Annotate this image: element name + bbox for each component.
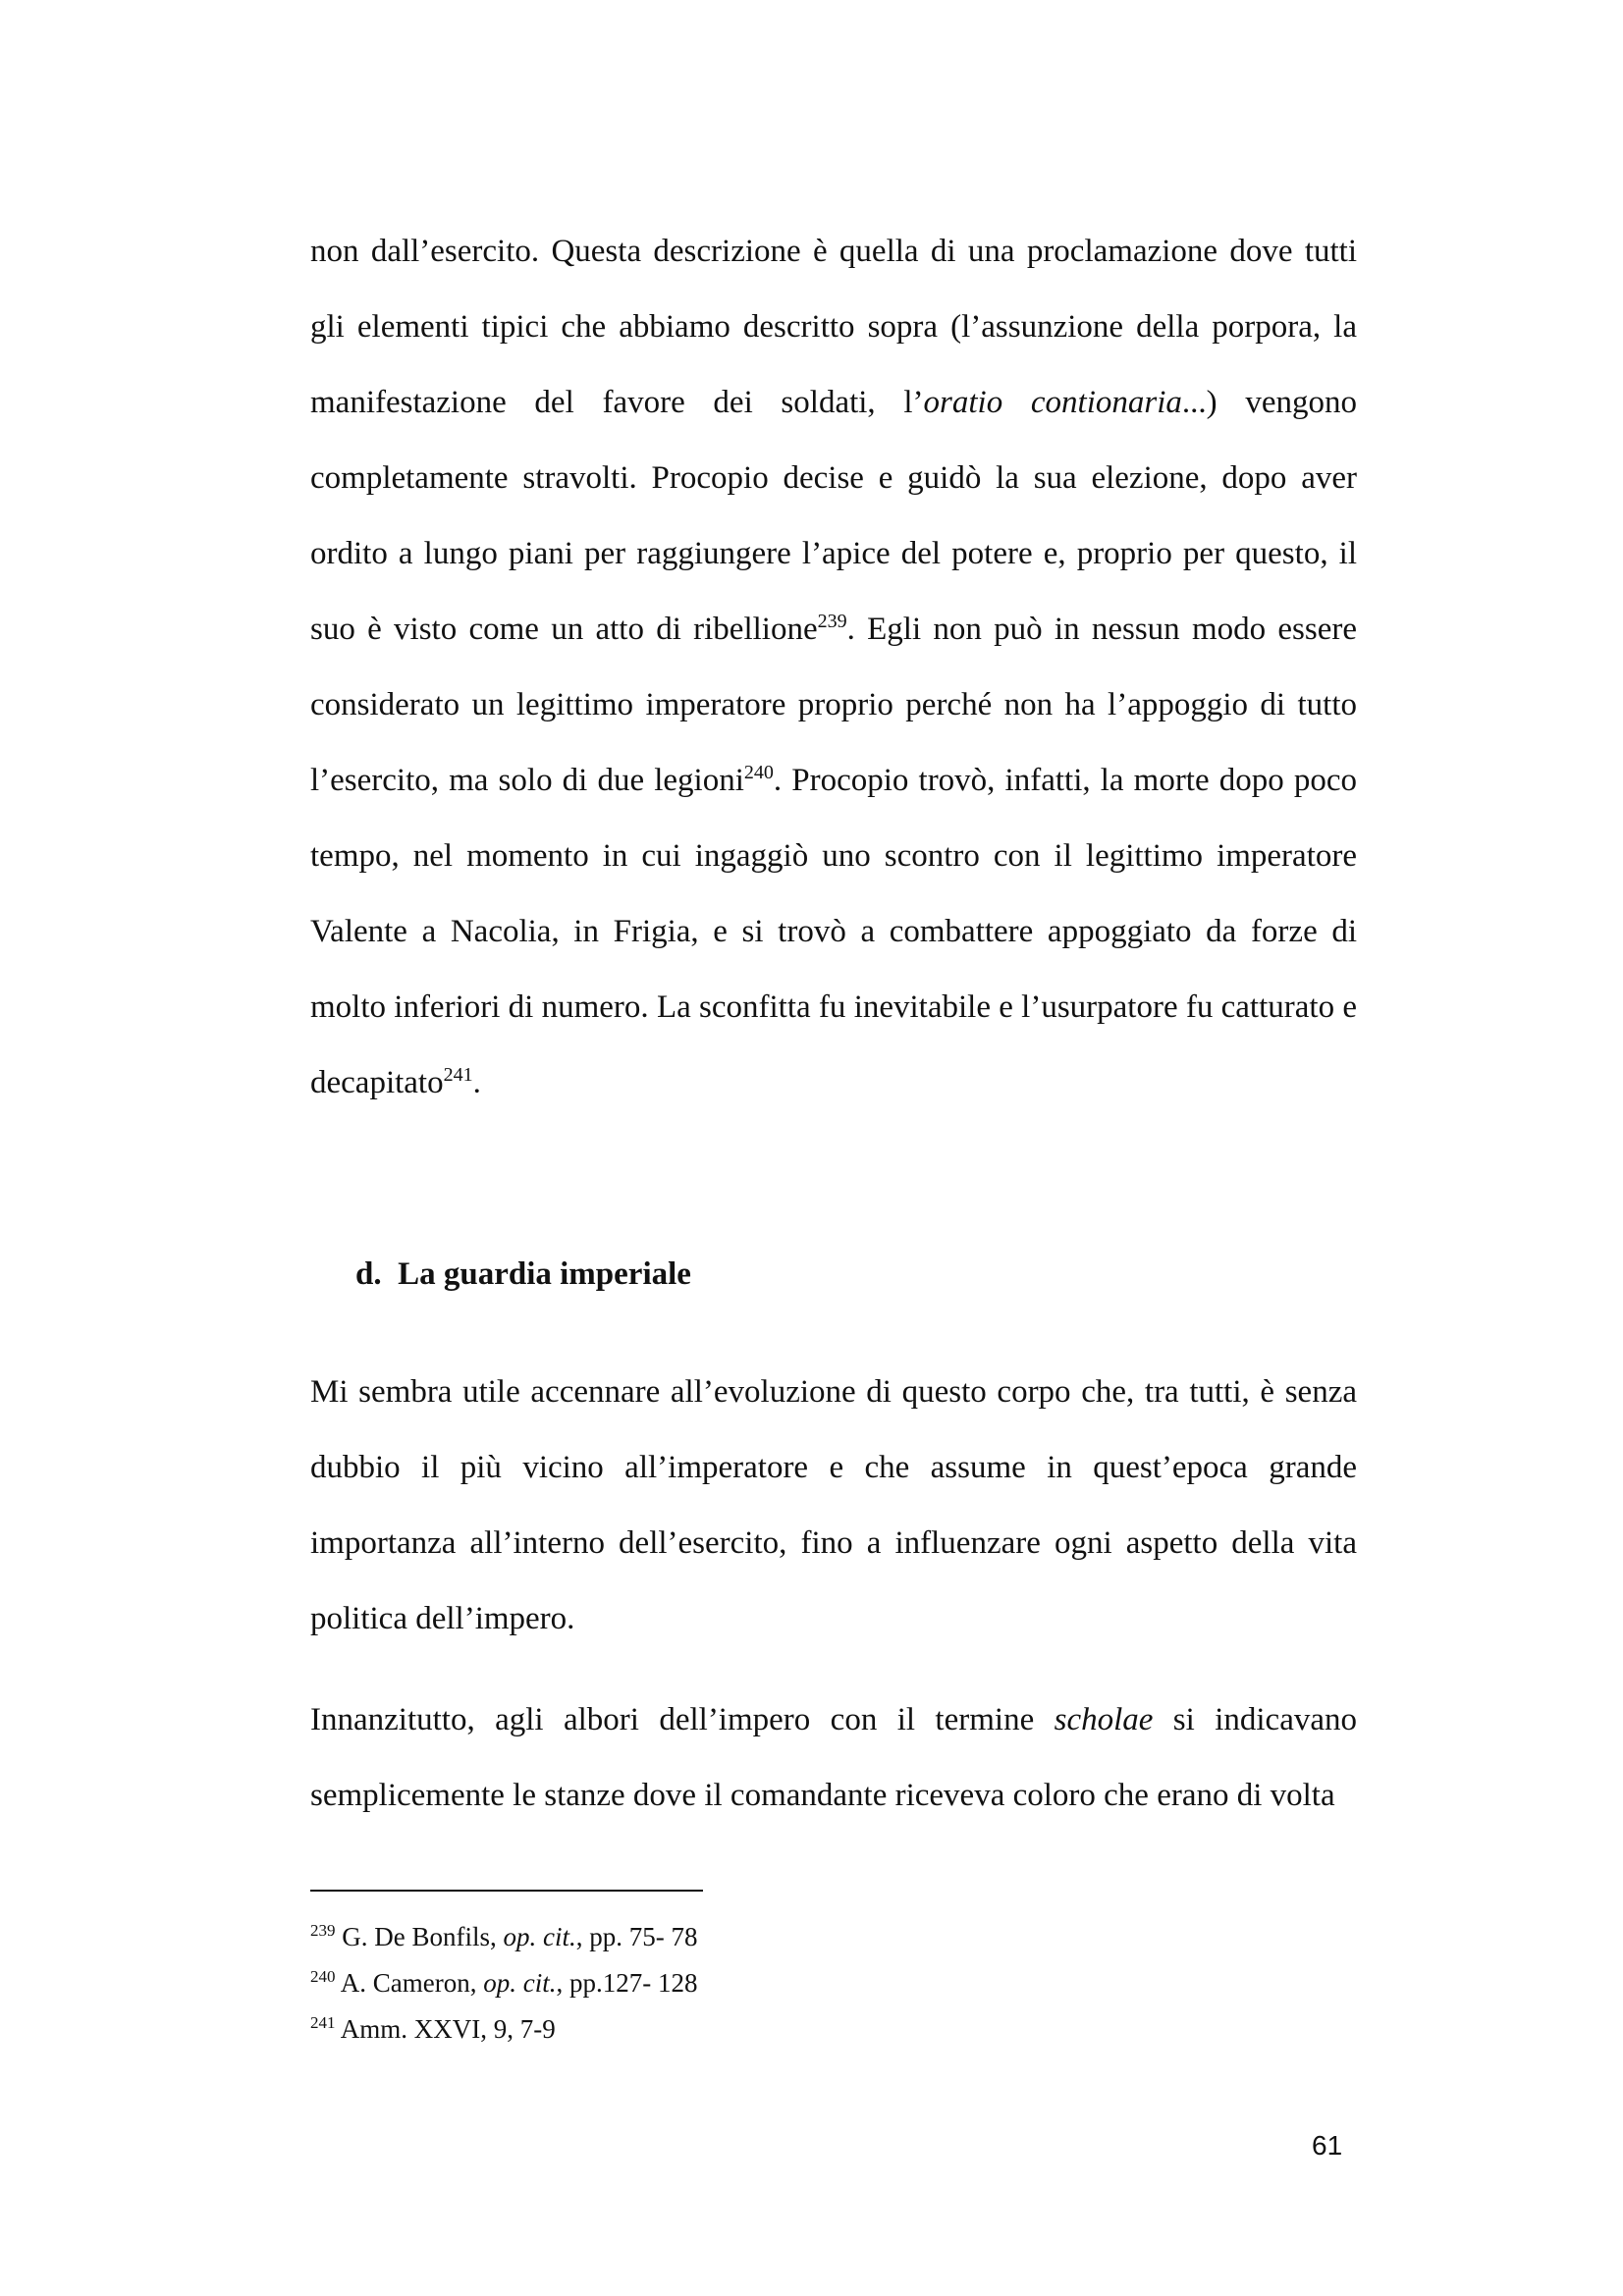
text-run: si indicavano semplicemente le stanze dove il comandante riceveva coloro che erano di volta xyxy=(310,1702,1357,1813)
paragraph-procopio xyxy=(310,214,1357,1121)
paragraph-text xyxy=(310,214,1357,1121)
paragraph-text xyxy=(310,1682,1357,1834)
footnotes xyxy=(310,1914,698,2053)
footnote-text: Amm. XXVI, 9, 7-9 xyxy=(335,2014,556,2044)
footnote-240 xyxy=(310,1960,698,2006)
footnote-number: 239 xyxy=(310,1921,336,1940)
paragraph-guardia xyxy=(310,1355,1357,1657)
paragraph-scholae xyxy=(310,1682,1357,1834)
text-run: . Egli non può in nessun modo essere considerato un legittimo imperatore proprio perché non ha l’appoggio di tutto l’esercito, ma solo di due legioni xyxy=(310,612,1357,798)
footnote-241 xyxy=(310,2006,698,2053)
italic-term: scholae xyxy=(1054,1702,1154,1737)
page-number: 61 xyxy=(1312,2130,1343,2161)
footnote-ref-240[interactable]: 240 xyxy=(743,762,774,783)
footnote-239 xyxy=(310,1914,698,1960)
text-run: . xyxy=(472,1065,481,1100)
footnote-number: 240 xyxy=(310,1967,336,1986)
footnote-ref-239[interactable]: 239 xyxy=(817,611,847,632)
text-run: non dall’esercito. Questa descrizione è quella di una proclamazione dove tutti gli elementi tipici che abbiamo descritto sopra (l’assunzione della porpora, la manifestazione del favore dei soldati, l’ xyxy=(310,234,1357,420)
footnote-number: 241 xyxy=(310,2013,336,2032)
footnote-text: A. Cameron, xyxy=(335,1968,484,1998)
footnote-divider xyxy=(310,1890,703,1892)
footnote-italic: op. cit. xyxy=(503,1922,576,1951)
paragraph-text: Mi sembra utile accennare all’evoluzione di questo corpo che, tra tutti, è senza dubbio il più vicino all’imperatore e che assume in quest’epoca grande importanza all’interno dell’esercito, fino a influenzare ogni aspetto della vita politica dell’impero. xyxy=(310,1374,1357,1636)
italic-term: oratio contionaria xyxy=(923,385,1182,420)
text-run: ...) vengono completamente stravolti. Procopio decise e guidò la sua elezione, dopo aver ordito a lungo piani per raggiungere l’apice del potere e, proprio per questo, il suo è visto come un atto di ribellione xyxy=(310,385,1357,647)
footnote-text: , pp. 75- 78 xyxy=(575,1922,698,1951)
footnote-text: , pp.127- 128 xyxy=(556,1968,698,1998)
text-run: Innanzitutto, agli albori dell’impero con il termine xyxy=(310,1702,1055,1737)
footnote-ref-241[interactable]: 241 xyxy=(443,1064,473,1086)
footnote-italic: op. cit. xyxy=(483,1968,557,1998)
footnote-text: G. De Bonfils, xyxy=(335,1922,504,1951)
text-run: . Procopio trovò, infatti, la morte dopo poco tempo, nel momento in cui ingaggiò uno scontro con il legittimo imperatore Valente a Nacolia, in Frigia, e si trovò a combattere appoggiato da forze di molto inferiori di numero. La sconfitta fu inevitabile e l’usurpatore fu catturato e decapitato xyxy=(310,763,1358,1100)
section-heading: d. La guardia imperiale xyxy=(355,1256,691,1292)
